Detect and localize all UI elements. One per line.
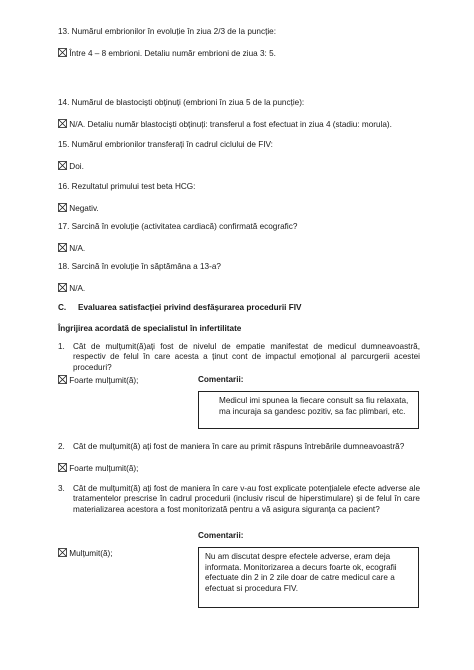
item-3-question <box>58 484 420 515</box>
item-2-answer <box>58 463 138 474</box>
question-14: 14. Numărul de blastociști obținuți (embrioni în ziua 5 de la puncție): <box>58 98 305 107</box>
question-15: 15. Numărul embrionilor transferați în cadrul ciclului de FIV: <box>58 140 273 149</box>
question-18: 18. Sarcină în evoluție în săptămâna a 13-a? <box>58 262 221 271</box>
checked-box-icon[interactable] <box>58 243 67 252</box>
question-17: 17. Sarcină în evoluție (activitatea cardiacă) confirmată ecografic? <box>58 222 298 231</box>
answer-text: Mulțumit(ă); <box>69 549 113 558</box>
item-text: Cât de mulțumit(ă) ați fost de maniera în care v-au fost explicate potențialele efecte adverse ale tratamentelor prescrise în cadrul procedurii (inclusiv riscul de hiperstimulare) și de felul în care materializarea acestora a fost monitorizată pentru a vă asigura siguranța ca pacient? <box>73 484 420 514</box>
question-13: 13. Numărul embrionilor în evoluție în ziua 2/3 de la puncție: <box>58 27 277 36</box>
section-title: Evaluarea satisfacției privind desfășurarea procedurii FIV <box>78 303 302 312</box>
answer-16 <box>58 203 99 214</box>
checked-box-icon[interactable] <box>58 283 67 292</box>
checked-box-icon[interactable] <box>58 375 67 384</box>
item-text: Cât de mulțumit(ă) ați fost de maniera în care au primit răspuns întrebările dumneavoastră? <box>73 442 405 451</box>
item-text: Cât de mulțumit(ă)ați fost de nivelul de empatie manifestat de medicul dumneavoastră, respectiv de felul în care acesta a ținut cont de impactul emoțional al parcurgerii acestei proceduri? <box>73 342 420 372</box>
answer-text: N/A. <box>69 244 86 253</box>
checked-box-icon[interactable] <box>58 48 67 57</box>
answer-text: Foarte mulțumit(ă); <box>69 376 139 385</box>
answer-13 <box>58 48 276 59</box>
answer-text: N/A. Detaliu număr blastociști obținuți: transferul a fost efectuat in ziua 4 (stadiu: morula). <box>69 120 392 129</box>
comment-box-1[interactable]: Medicul imi spunea la fiecare consult sa fiu relaxata, ma incuraja sa gandesc pozitiv, sa fac plimbari, etc. <box>198 391 419 429</box>
answer-15 <box>58 161 84 172</box>
item-number: 1. <box>58 342 65 351</box>
answer-text: Negativ. <box>69 204 99 213</box>
checked-box-icon[interactable] <box>58 463 67 472</box>
checked-box-icon[interactable] <box>58 548 67 557</box>
answer-14 <box>58 119 392 130</box>
answer-17 <box>58 243 85 254</box>
answer-text: Foarte mulțumit(ă); <box>69 464 139 473</box>
answer-text: N/A. <box>69 284 86 293</box>
checked-box-icon[interactable] <box>58 119 67 128</box>
checked-box-icon[interactable] <box>58 161 67 170</box>
comment-label: Comentarii: <box>198 531 244 540</box>
answer-18 <box>58 283 85 294</box>
question-16: 16. Rezultatul primului test beta HCG: <box>58 182 196 191</box>
item-2-question <box>58 442 420 452</box>
answer-text: Între 4 – 8 embrioni. Detaliu număr embrioni de ziua 3: 5. <box>69 49 276 58</box>
item-number: 2. <box>58 442 65 451</box>
answer-text: Doi. <box>69 162 84 171</box>
section-letter: C. <box>58 303 67 312</box>
section-heading <box>58 303 301 313</box>
comment-box-3[interactable]: Nu am discutat despre efectele adverse, eram deja informata. Monitorizarea a decurs foarte ok, ecografii efectuate din 2 in 2 zile doar de catre medicul care a efectuat si procedura FIV. <box>198 547 419 608</box>
item-3-answer <box>58 548 113 559</box>
item-number: 3. <box>58 484 65 493</box>
item-1-question <box>58 342 420 373</box>
section-subtitle: Îngrijirea acordată de specialistul în infertilitate <box>58 324 242 333</box>
item-1-answer <box>58 375 138 386</box>
checked-box-icon[interactable] <box>58 203 67 212</box>
comment-label: Comentarii: <box>198 375 244 384</box>
